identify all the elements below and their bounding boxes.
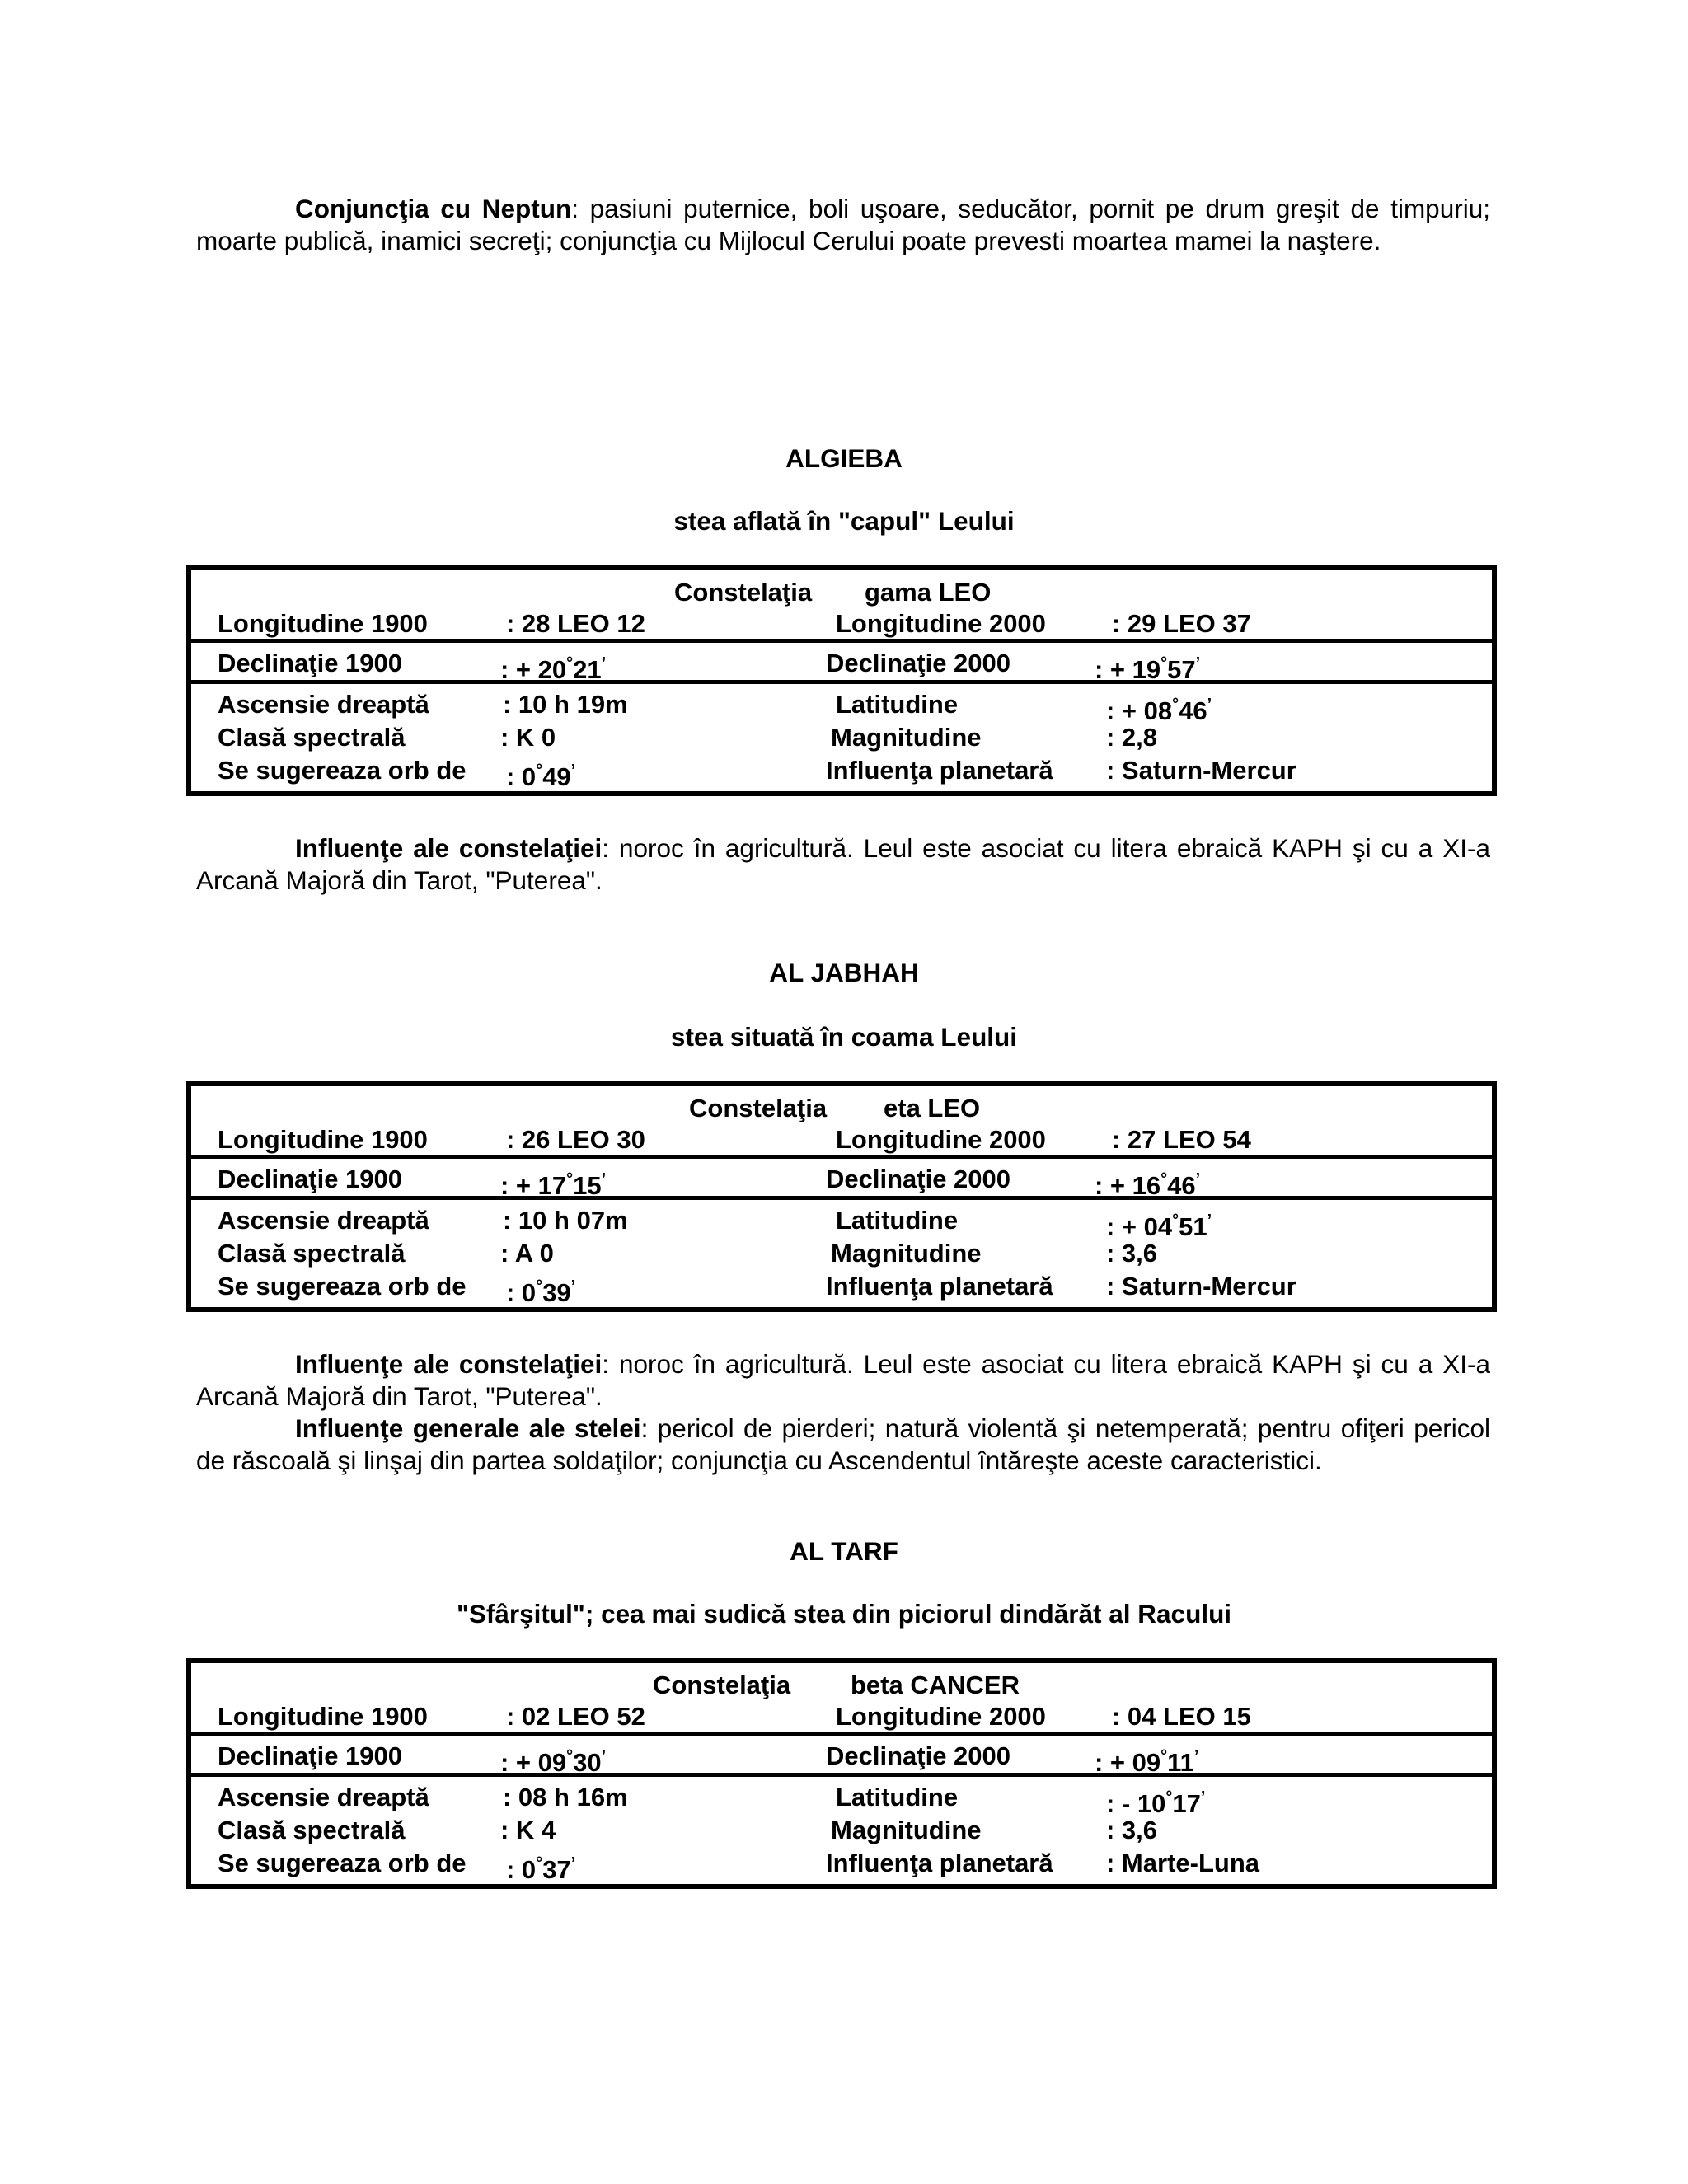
longitude-1900-label: Longitudine 1900 [218, 1125, 428, 1154]
planetary-influence-value: : Saturn-Mercur [1106, 1272, 1296, 1301]
right-ascension-value: : 08 h 16m [503, 1783, 628, 1811]
constellation-value: beta CANCER [851, 1671, 1020, 1699]
longitude-1900-label: Longitudine 1900 [218, 1702, 428, 1731]
longitude-2000-label: Longitudine 2000 [836, 609, 1046, 638]
declination-1900-label: Declinaţie 1900 [218, 1741, 403, 1770]
table-section-longitude [191, 1663, 1492, 1736]
intro-term: Conjuncţia cu Neptun [295, 194, 572, 223]
latitude-label: Latitudine [836, 1783, 959, 1811]
spectral-class-value: : K 0 [500, 723, 556, 752]
constellation-label: Constelaţia [674, 578, 813, 607]
magnitude-value: : 3,6 [1106, 1239, 1158, 1268]
magnitude-label: Magnitudine [831, 1239, 982, 1268]
orb-value: : 0°49’ [506, 762, 576, 791]
magnitude-value: : 2,8 [1106, 723, 1158, 752]
orb-value: : 0°37’ [506, 1854, 576, 1884]
declination-1900-value: : + 17°15’ [500, 1170, 607, 1200]
star-title: ALGIEBA [785, 443, 903, 473]
declination-2000-label: Declinaţie 2000 [826, 649, 1011, 677]
star-subtitle: stea aflată în "capul" Leului [673, 506, 1015, 536]
star-data-table [186, 1658, 1497, 1889]
constellation-value: gama LEO [865, 578, 992, 607]
constellation-value: eta LEO [884, 1094, 981, 1122]
right-ascension-label: Ascensie dreaptă [218, 1783, 429, 1811]
spectral-class-label: Clasă spectrală [218, 723, 406, 752]
declination-2000-label: Declinaţie 2000 [826, 1741, 1011, 1770]
spectral-class-value: : K 4 [500, 1816, 556, 1844]
longitude-1900-label: Longitudine 1900 [218, 609, 428, 638]
declination-2000-value: : + 09°11’ [1095, 1747, 1199, 1777]
star-data-table [186, 565, 1497, 796]
longitude-2000-value: : 29 LEO 37 [1112, 609, 1251, 638]
table-section-declination [191, 1159, 1492, 1200]
star-influence-paragraph: Influenţe generale ale stelei: pericol de pierderi; natură violentă şi netemperată; pentru ofiţeri pericol de răscoală şi linşaj din partea soldaţilor; conjuncţia cu Ascendentul întăreşte aceste caracteristici. [196, 1413, 1490, 1475]
longitude-2000-label: Longitudine 2000 [836, 1702, 1046, 1731]
orb-label: Se sugereaza orb de [218, 1849, 467, 1877]
constellation-influence-paragraph: Influenţe ale constelaţiei: noroc în agricultură. Leul este asociat cu litera ebraică KAPH şi cu a XI-a Arcană Majoră din Tarot, "Puterea". [196, 833, 1490, 895]
table-section-longitude [191, 570, 1492, 643]
declination-2000-value: : + 19°57’ [1095, 654, 1201, 684]
right-ascension-label: Ascensie dreaptă [218, 690, 429, 719]
intro-paragraph [196, 193, 1490, 257]
declination-2000-value: : + 16°46’ [1095, 1170, 1201, 1200]
spectral-class-value: : A 0 [500, 1239, 554, 1268]
orb-label: Se sugereaza orb de [218, 756, 467, 785]
planetary-influence-value: : Saturn-Mercur [1106, 756, 1296, 785]
table-section-declination [191, 1736, 1492, 1777]
table-section-declination [191, 643, 1492, 684]
latitude-value: : + 04°51’ [1106, 1212, 1212, 1241]
longitude-1900-value: : 28 LEO 12 [506, 609, 645, 638]
constellation-label: Constelaţia [653, 1671, 791, 1699]
right-ascension-value: : 10 h 19m [503, 690, 628, 719]
latitude-value: : + 08°46’ [1106, 696, 1212, 725]
table-section-properties [191, 1777, 1492, 1884]
magnitude-label: Magnitudine [831, 723, 982, 752]
declination-1900-label: Declinaţie 1900 [218, 1165, 403, 1193]
magnitude-label: Magnitudine [831, 1816, 982, 1844]
table-section-properties [191, 684, 1492, 791]
spectral-class-label: Clasă spectrală [218, 1816, 406, 1844]
planetary-influence-label: Influenţa planetară [826, 1272, 1053, 1301]
declination-1900-value: : + 20°21’ [500, 654, 607, 684]
star-data-table [186, 1081, 1497, 1312]
constellation-influence-paragraph: Influenţe ale constelaţiei: noroc în agricultură. Leul este asociat cu litera ebraică KAPH şi cu a XI-a Arcană Majoră din Tarot, "Puterea". [196, 1349, 1490, 1411]
latitude-label: Latitudine [836, 690, 959, 719]
longitude-1900-value: : 02 LEO 52 [506, 1702, 645, 1731]
planetary-influence-value: : Marte-Luna [1106, 1849, 1259, 1877]
orb-label: Se sugereaza orb de [218, 1272, 467, 1301]
longitude-2000-label: Longitudine 2000 [836, 1125, 1046, 1154]
table-section-properties [191, 1200, 1492, 1307]
longitude-2000-value: : 27 LEO 54 [1112, 1125, 1251, 1154]
declination-1900-label: Declinaţie 1900 [218, 649, 403, 677]
star-title: AL TARF [790, 1536, 898, 1566]
intro-text: : pasiuni puternice, boli uşoare, seducător, pornit pe drum greşit de timpuriu; moarte publică, inamici secreţi; conjuncţia cu Mijlocul Cerului poate prevesti moartea mamei la naştere. [196, 194, 1490, 255]
planetary-influence-label: Influenţa planetară [826, 1849, 1053, 1877]
declination-2000-label: Declinaţie 2000 [826, 1165, 1011, 1193]
constellation-label: Constelaţia [689, 1094, 828, 1122]
orb-value: : 0°39’ [506, 1277, 576, 1307]
right-ascension-label: Ascensie dreaptă [218, 1206, 429, 1235]
right-ascension-value: : 10 h 07m [503, 1206, 628, 1235]
star-title: AL JABHAH [769, 958, 919, 987]
latitude-label: Latitudine [836, 1206, 959, 1235]
longitude-2000-value: : 04 LEO 15 [1112, 1702, 1251, 1731]
latitude-value: : - 10°17’ [1106, 1788, 1206, 1818]
magnitude-value: : 3,6 [1106, 1816, 1158, 1844]
declination-1900-value: : + 09°30’ [500, 1747, 607, 1777]
longitude-1900-value: : 26 LEO 30 [506, 1125, 645, 1154]
table-section-longitude [191, 1086, 1492, 1159]
star-subtitle: "Sfârşitul"; cea mai sudică stea din piciorul dindărăt al Racului [456, 1599, 1232, 1629]
star-subtitle: stea situată în coama Leului [670, 1022, 1018, 1052]
spectral-class-label: Clasă spectrală [218, 1239, 406, 1268]
planetary-influence-label: Influenţa planetară [826, 756, 1053, 785]
